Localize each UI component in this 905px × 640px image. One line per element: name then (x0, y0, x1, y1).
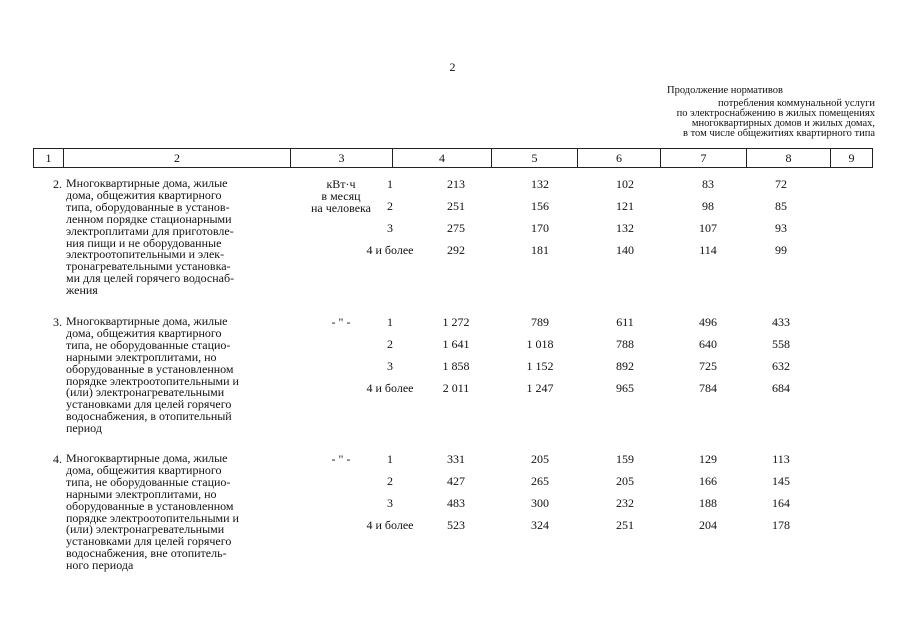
table-cell: 166 (699, 474, 717, 488)
value-column-c9 (731, 453, 831, 541)
table-cell: 1 641 (442, 337, 470, 351)
description-line: типа, не оборудованные стацио- (66, 474, 231, 489)
table-cell: 205 (616, 474, 634, 488)
description-line: дома, общежития квартирного (66, 187, 222, 202)
rooms-value: 2 (387, 337, 393, 351)
table-cell: 170 (531, 221, 549, 235)
description-line: порядке электроотопительными и (66, 373, 239, 388)
unit-line: - " - (331, 452, 351, 466)
continuation-header-line: потребления коммунальной услуги (717, 98, 875, 109)
description-line: тронагревательными установка- (66, 259, 231, 274)
table-cell: 107 (699, 221, 717, 235)
row-number: 3. (53, 315, 62, 329)
row-description (66, 178, 294, 297)
table-cell: 85 (775, 199, 787, 213)
description-line: порядке электроотопительными и (66, 510, 239, 525)
table-cell: 205 (531, 452, 549, 466)
continuation-header-line: многоквартирных домов и жилых домах, (691, 118, 875, 129)
continuation-header-line: в том числе общежитиях квартирного типа (683, 128, 875, 139)
table-cell: 331 (447, 452, 465, 466)
table-cell: 1 247 (526, 381, 554, 395)
rooms-value: 4 и более (366, 243, 414, 257)
description-line: жения (66, 283, 98, 298)
table-cell: 265 (531, 474, 549, 488)
unit-line: кВт·ч (326, 177, 356, 191)
table-cell: 251 (447, 199, 465, 213)
table-cell: 1 272 (442, 315, 470, 329)
table-cell: 496 (699, 315, 717, 329)
table-cell: 2 011 (442, 381, 470, 395)
table-cell: 1 018 (526, 337, 554, 351)
table-cell: 72 (775, 177, 787, 191)
table-cell: 684 (772, 381, 790, 395)
table-cell: 292 (447, 243, 465, 257)
description-line: ми для целей горячего водоснаб- (66, 271, 235, 286)
header-cell-8: 8 (746, 149, 830, 167)
rooms-value: 1 (387, 315, 393, 329)
unit-line: на человека (311, 201, 371, 215)
description-line: ленном порядке стационарными (66, 211, 232, 226)
description-line: электроплитами для приготовле- (66, 223, 234, 238)
table-cell: 102 (616, 177, 634, 191)
page-number: 2 (449, 60, 456, 74)
row-description (66, 453, 294, 572)
description-line: Многоквартирные дома, жилые (66, 314, 228, 328)
table-cell: 300 (531, 496, 549, 510)
rooms-value: 2 (387, 474, 393, 488)
table-cell: 433 (772, 315, 790, 329)
description-line: электроотопительными и элек- (66, 247, 225, 262)
unit-line: - " - (331, 315, 351, 329)
header-cell-6: 6 (577, 149, 660, 167)
description-line: период (66, 421, 102, 436)
description-line: оборудованные в установленном (66, 361, 234, 376)
header-cell-1: 1 (45, 150, 52, 165)
header-cell-4: 4 (392, 149, 491, 167)
table-cell: 251 (616, 518, 634, 532)
table-cell: 98 (702, 199, 714, 213)
description-line: нарными электроплитами, но (66, 349, 217, 364)
table-cell: 145 (772, 474, 790, 488)
description-line: водоснабжения, в отопительный (66, 409, 232, 424)
description-line: водоснабжения, вне отопитель- (66, 546, 227, 561)
description-line: типа, оборудованные в установ- (66, 199, 230, 214)
header-cell-9: 9 (830, 149, 872, 167)
table-cell: 113 (772, 452, 790, 466)
description-line: дома, общежития квартирного (66, 325, 222, 340)
table-cell: 164 (772, 496, 790, 510)
description-line: типа, не оборудованные стацио- (66, 337, 231, 352)
table-cell: 611 (616, 315, 634, 329)
rooms-value: 2 (387, 199, 393, 213)
table-header-row (33, 148, 873, 168)
description-line: оборудованные в установленном (66, 498, 234, 513)
table-cell: 204 (699, 518, 717, 532)
description-line: установками для целей горячего (66, 397, 232, 412)
table-cell: 156 (531, 199, 549, 213)
description-line: Многоквартирные дома, жилые (66, 451, 228, 465)
unit-line: в месяц (321, 189, 361, 203)
description-line: нарными электроплитами, но (66, 486, 217, 501)
row-number: 2. (53, 177, 62, 191)
rooms-value: 3 (387, 359, 393, 373)
table-cell: 523 (447, 518, 465, 532)
table-cell: 232 (616, 496, 634, 510)
table-cell: 159 (616, 452, 634, 466)
description-line: установками для целей горячего (66, 534, 232, 549)
table-cell: 1 858 (442, 359, 470, 373)
rooms-value: 1 (387, 177, 393, 191)
header-cell-3: 3 (290, 149, 392, 167)
value-column-c9 (731, 178, 831, 266)
table-cell: 784 (699, 381, 717, 395)
table-cell: 181 (531, 243, 549, 257)
rooms-value: 3 (387, 496, 393, 510)
table-cell: 178 (772, 518, 790, 532)
table-cell: 93 (775, 221, 787, 235)
description-line: Многоквартирные дома, жилые (66, 176, 228, 190)
rooms-value: 4 и более (366, 518, 414, 532)
table-cell: 1 152 (526, 359, 554, 373)
table-cell: 725 (699, 359, 717, 373)
table-cell: 324 (531, 518, 549, 532)
rooms-value: 3 (387, 221, 393, 235)
table-cell: 188 (699, 496, 717, 510)
rooms-value: 1 (387, 452, 393, 466)
description-line: (или) электронагревательными (66, 522, 225, 537)
table-cell: 132 (616, 221, 634, 235)
table-cell: 132 (531, 177, 549, 191)
table-cell: 892 (616, 359, 634, 373)
description-line: ного периода (66, 558, 134, 573)
table-cell: 632 (772, 359, 790, 373)
row-number: 4. (53, 452, 62, 466)
table-cell: 99 (775, 243, 787, 257)
table-cell: 427 (447, 474, 465, 488)
description-line: (или) электронагревательными (66, 385, 225, 400)
table-cell: 213 (447, 177, 465, 191)
continuation-header-line: Продолжение нормативов (667, 85, 783, 96)
value-column-c9 (731, 316, 831, 404)
table-cell: 140 (616, 243, 634, 257)
table-cell: 965 (616, 381, 634, 395)
table-cell: 275 (447, 221, 465, 235)
header-cell-2: 2 (63, 149, 290, 167)
continuation-header-line: по электроснабжению в жилых помещениях (676, 108, 875, 119)
row-description (66, 316, 294, 435)
header-cell-5: 5 (491, 149, 577, 167)
table-cell: 788 (616, 337, 634, 351)
table-cell: 640 (699, 337, 717, 351)
description-line: дома, общежития квартирного (66, 462, 222, 477)
table-cell: 483 (447, 496, 465, 510)
table-cell: 121 (616, 199, 634, 213)
table-cell: 129 (699, 452, 717, 466)
table-cell: 558 (772, 337, 790, 351)
table-cell: 114 (699, 243, 717, 257)
continuation-header (575, 86, 875, 139)
header-cell-7: 7 (660, 149, 746, 167)
rooms-value: 4 и более (366, 381, 414, 395)
table-cell: 83 (702, 177, 714, 191)
table-cell: 789 (531, 315, 549, 329)
description-line: ния пищи и не оборудованные (66, 235, 222, 250)
